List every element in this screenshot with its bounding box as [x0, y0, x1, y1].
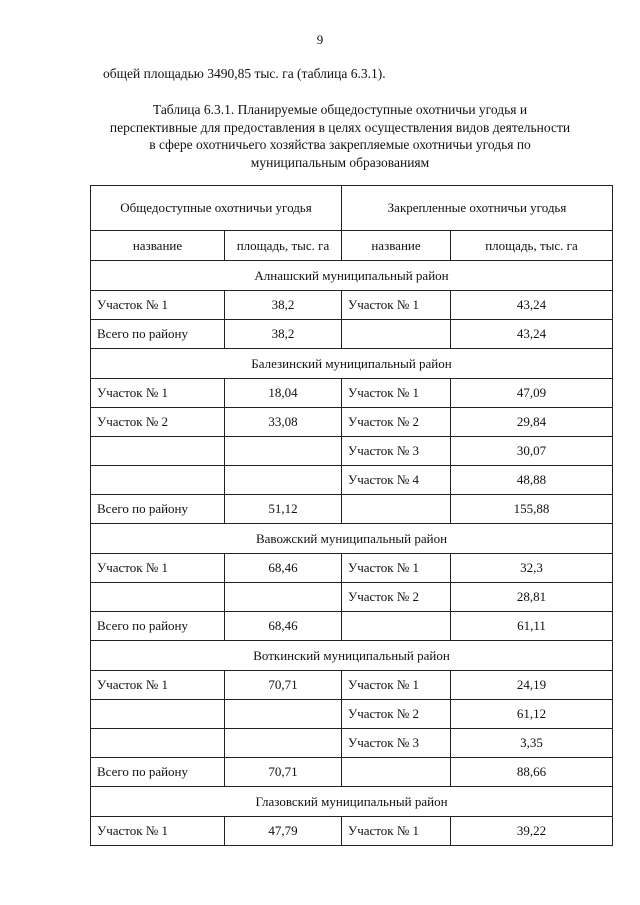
- assigned-plot-area: 28,81: [451, 583, 613, 612]
- district-name: Вавожский муниципальный район: [91, 524, 613, 554]
- group-header-row: [91, 186, 613, 231]
- page-number: 9: [316, 32, 324, 47]
- column-header: площадь, тыс. га: [225, 231, 342, 261]
- public-plot-area: 33,08: [225, 408, 342, 437]
- assigned-plot-area: 48,88: [451, 466, 613, 495]
- district-row: [91, 349, 613, 379]
- column-header: площадь, тыс. га: [451, 231, 613, 261]
- table-row: [91, 291, 613, 320]
- assigned-plot-area: 24,19: [451, 671, 613, 700]
- assigned-plot-area: 29,84: [451, 408, 613, 437]
- public-plot-area: 18,04: [225, 379, 342, 408]
- public-plot-area: [225, 729, 342, 758]
- table-row: [91, 583, 613, 612]
- public-plot-area: [225, 700, 342, 729]
- public-plot-name: Всего по району: [91, 495, 225, 524]
- intro-text: общей площадью 3490,85 тыс. га (таблица 6.3.1).: [103, 66, 386, 81]
- assigned-plot-area: 47,09: [451, 379, 613, 408]
- public-plot-name: Участок № 1: [91, 817, 225, 846]
- caption-line: муниципальным образованиям: [250, 154, 430, 170]
- public-plot-name: [91, 437, 225, 466]
- assigned-plot-area: 30,07: [451, 437, 613, 466]
- assigned-plot-area: 43,24: [451, 291, 613, 320]
- assigned-plot-area: 43,24: [451, 320, 613, 349]
- district-row: [91, 261, 613, 291]
- assigned-plot-name: Участок № 3: [342, 437, 451, 466]
- public-plot-area: 70,71: [225, 671, 342, 700]
- assigned-plot-area: 155,88: [451, 495, 613, 524]
- public-plot-name: [91, 583, 225, 612]
- public-plot-name: Участок № 2: [91, 408, 225, 437]
- table-row: [91, 320, 613, 349]
- public-grounds-header: Общедоступные охотничьи угодья: [91, 186, 342, 231]
- assigned-plot-name: Участок № 3: [342, 729, 451, 758]
- caption-line: Таблица 6.3.1. Планируемые общедоступные охотничьи угодья и: [152, 102, 528, 117]
- district-name: Воткинский муниципальный район: [91, 641, 613, 671]
- assigned-plot-area: 61,12: [451, 700, 613, 729]
- public-plot-name: Участок № 1: [91, 379, 225, 408]
- public-plot-name: Участок № 1: [91, 671, 225, 700]
- public-plot-area: 70,71: [225, 758, 342, 787]
- table-row: [91, 758, 613, 787]
- assigned-plot-name: [342, 758, 451, 787]
- table-row: [91, 817, 613, 846]
- district-row: [91, 641, 613, 671]
- public-plot-area: 68,46: [225, 612, 342, 641]
- assigned-plot-name: Участок № 1: [342, 554, 451, 583]
- assigned-plot-name: [342, 320, 451, 349]
- table-row: [91, 700, 613, 729]
- public-plot-name: Участок № 1: [91, 554, 225, 583]
- assigned-grounds-header: Закрепленные охотничьи угодья: [342, 186, 613, 231]
- table-row: [91, 495, 613, 524]
- public-plot-name: Участок № 1: [91, 291, 225, 320]
- public-plot-area: 51,12: [225, 495, 342, 524]
- assigned-plot-name: Участок № 2: [342, 583, 451, 612]
- assigned-plot-name: Участок № 1: [342, 671, 451, 700]
- public-plot-area: 38,2: [225, 291, 342, 320]
- table-row: [91, 379, 613, 408]
- caption-line: перспективные для предоставления в целях осуществления видов деятельности: [109, 119, 571, 135]
- assigned-plot-area: 88,66: [451, 758, 613, 787]
- column-header: название: [91, 231, 225, 261]
- public-plot-area: 68,46: [225, 554, 342, 583]
- public-plot-name: Всего по району: [91, 320, 225, 349]
- hunting-grounds-table: [90, 185, 613, 846]
- table-row: [91, 671, 613, 700]
- assigned-plot-name: Участок № 1: [342, 291, 451, 320]
- district-row: [91, 787, 613, 817]
- assigned-plot-name: Участок № 2: [342, 408, 451, 437]
- public-plot-area: [225, 466, 342, 495]
- assigned-plot-name: [342, 612, 451, 641]
- assigned-plot-name: Участок № 1: [342, 379, 451, 408]
- assigned-plot-name: Участок № 4: [342, 466, 451, 495]
- column-header-row: [91, 231, 613, 261]
- caption-line: в сфере охотничьего хозяйства закрепляемые охотничьи угодья по: [149, 137, 531, 152]
- public-plot-area: [225, 437, 342, 466]
- public-plot-name: [91, 466, 225, 495]
- district-name: Балезинский муниципальный район: [91, 349, 613, 379]
- public-plot-area: 47,79: [225, 817, 342, 846]
- district-name: Глазовский муниципальный район: [91, 787, 613, 817]
- column-header: название: [342, 231, 451, 261]
- district-name: Алнашский муниципальный район: [91, 261, 613, 291]
- public-plot-area: 38,2: [225, 320, 342, 349]
- table-row: [91, 408, 613, 437]
- public-plot-name: Всего по району: [91, 612, 225, 641]
- assigned-plot-area: 32,3: [451, 554, 613, 583]
- table-row: [91, 612, 613, 641]
- district-row: [91, 524, 613, 554]
- assigned-plot-name: Участок № 1: [342, 817, 451, 846]
- assigned-plot-area: 3,35: [451, 729, 613, 758]
- assigned-plot-area: 39,22: [451, 817, 613, 846]
- public-plot-area: [225, 583, 342, 612]
- table-caption: [100, 101, 580, 171]
- public-plot-name: [91, 729, 225, 758]
- table-row: [91, 554, 613, 583]
- table-row: [91, 437, 613, 466]
- assigned-plot-name: [342, 495, 451, 524]
- public-plot-name: Всего по району: [91, 758, 225, 787]
- table-row: [91, 729, 613, 758]
- public-plot-name: [91, 700, 225, 729]
- assigned-plot-area: 61,11: [451, 612, 613, 641]
- table-row: [91, 466, 613, 495]
- assigned-plot-name: Участок № 2: [342, 700, 451, 729]
